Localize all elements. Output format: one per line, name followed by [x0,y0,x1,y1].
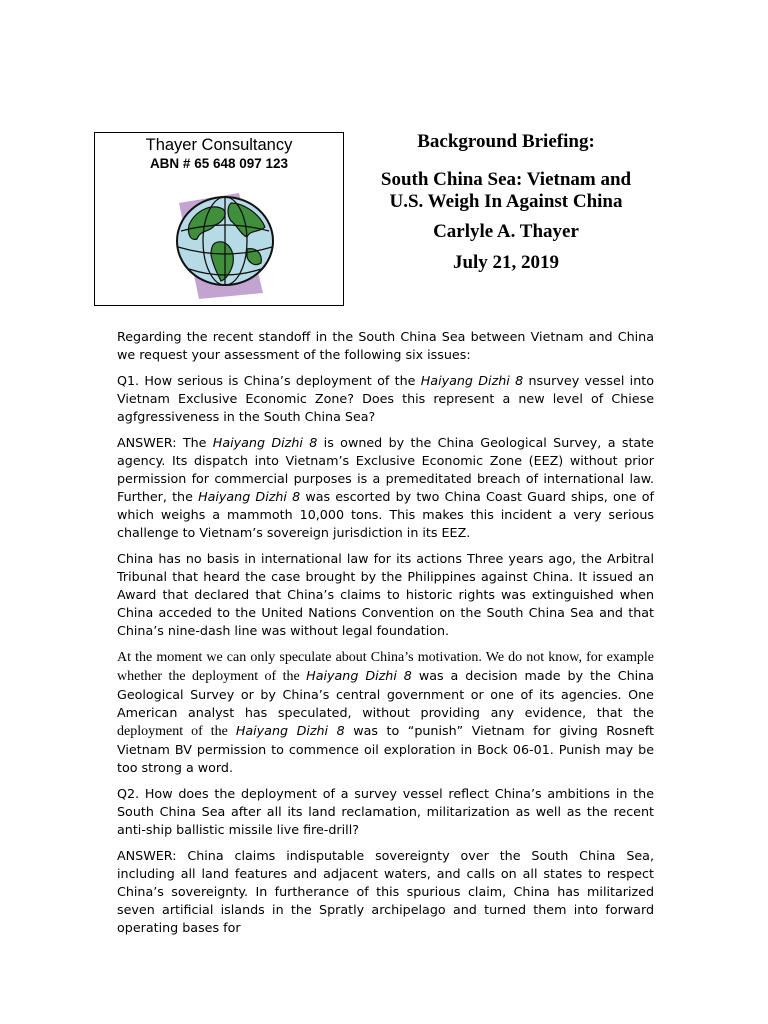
intro-paragraph: Regarding the recent standoff in the South China Sea between Vietnam and China we request your assessment of the following six issues: [117,329,654,362]
title-line-1: South China Sea: Vietnam and [380,169,632,190]
globe-icon [171,189,281,301]
text-run: was escorted by two China Coast Guard ships, one of which weighs a mammoth 10,000 tons. This makes this incident a very serious challenge to Vietnam’s sovereign jurisdiction in its EEZ. [117,489,654,540]
company-name: Thayer Consultancy [145,136,293,154]
vessel-name: Haiyang Dizhi 8 [306,668,412,683]
document-title [356,169,656,213]
text-run: nsurvey vessel into Vietnam Exclusive Economic Zone? Does this represent a new level of Chiese agfgressiveness in the South China Sea? [117,373,654,424]
basis-paragraph: China has no basis in international law for its actions Three years ago, the Arbitral Tribunal that heard the case brought by the Philippines against China. It issued an Award that declared that China’s claims to historic rights was extinguished when China acceded to the United Nations Convention on the South China Sea and that China’s nine-dash line was without legal foundation. [117,551,654,638]
text-run: is owned by the China Geological Survey, a state agency. Its dispatch into Vietnam’s Exclusive Economic Zone (EEZ) without prior permission for commercial purposes is a premeditated breach of international law. Further, the [117,435,654,504]
logo-box [94,132,344,306]
vessel-name: Haiyang Dizhi 8 [420,373,524,388]
briefing-label: Background Briefing: [417,131,595,152]
text-run: was a decision made by the China Geological Survey or by China’s central government or one of its agencies. One American analyst has speculated, without providing any evidence, that the [117,668,654,720]
answer-1 [117,434,654,542]
question-1 [117,372,654,426]
text-run: Q1. How serious is China’s deployment of the [117,373,421,388]
text-run: was to “punish” Vietnam for giving Rosneft Vietnam BV permission to commence oil exploration in Bock 06-01. Punish may be too strong a word. [117,723,654,775]
text-run: ANSWER: The [117,435,213,450]
company-abn: ABN # 65 648 097 123 [149,156,289,171]
title-line-2: U.S. Weigh In Against China [389,191,623,212]
date: July 21, 2019 [452,252,560,273]
vessel-name: Haiyang Dizhi 8 [198,489,301,504]
question-2: Q2. How does the deployment of a survey vessel reflect China’s ambitions in the South China Sea after all its land reclamation, militarization as well as the recent anti-ship ballistic missile live fire-drill? [117,786,654,837]
vessel-name: Haiyang Dizhi 8 [212,435,318,450]
text-run: deployment of the [117,724,236,739]
answer-2: ANSWER: China claims indisputable sovereignty over the South China Sea, including all land features and adjacent waters, and calls on all states to respect China’s sovereignty. In furtherance of this spurious claim, China has militarized seven artificial islands in the Spratly archipelago and turned them into forward operating bases for [117,848,654,935]
motivation-paragraph [117,648,654,777]
author: Carlyle A. Thayer [433,221,579,242]
vessel-name: Haiyang Dizhi 8 [235,723,345,738]
text-run: At the moment we can only speculate about China’s motivation. We do not know, for example whether the deployment of the [117,650,654,684]
body-text [117,328,654,945]
